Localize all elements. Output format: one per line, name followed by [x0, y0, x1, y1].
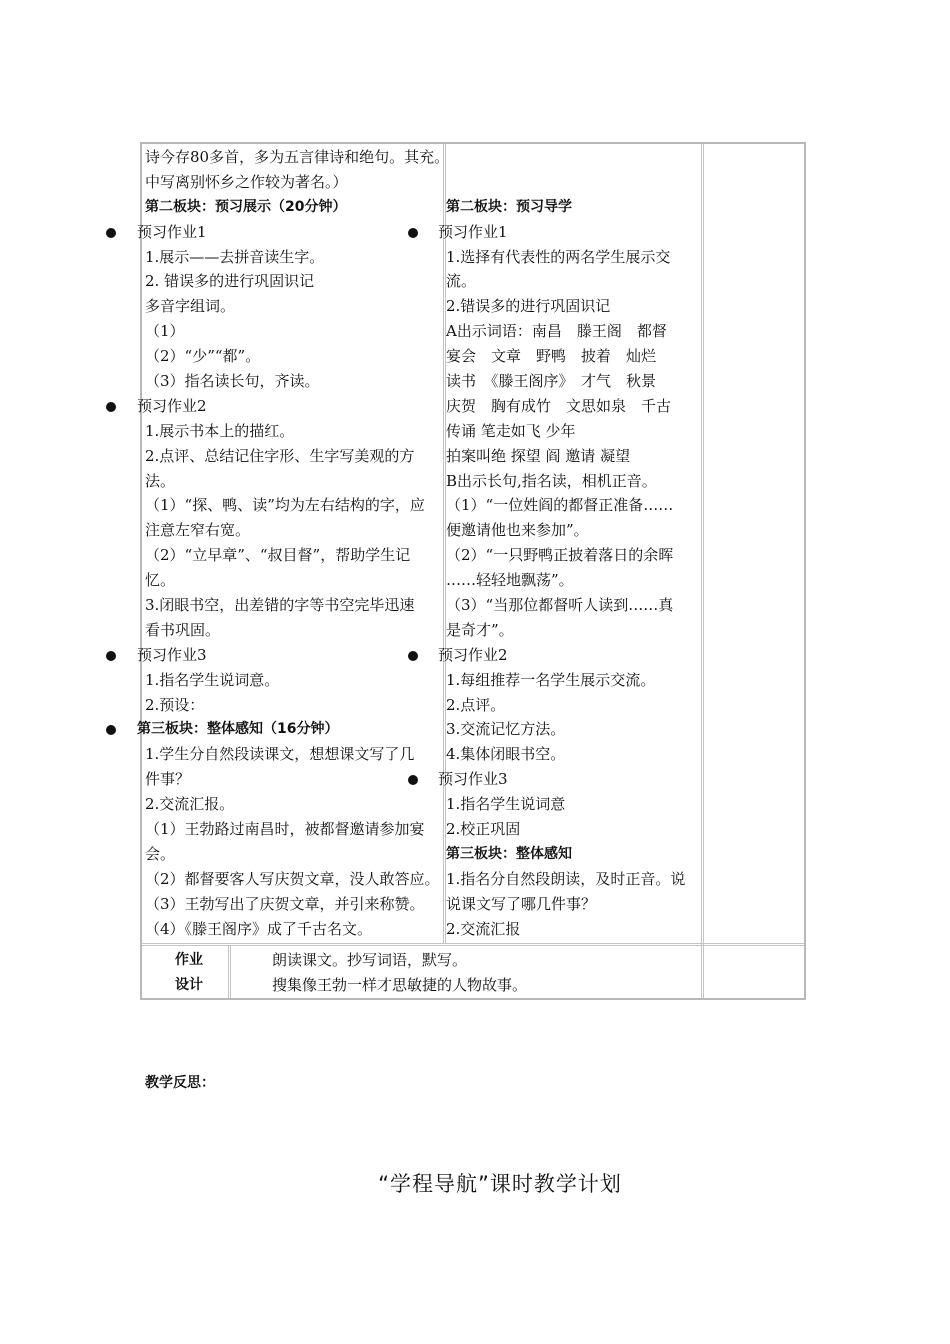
text-line: （2）都督要客人写庆贺文章，没人敢答应。 [145, 869, 440, 888]
text-line: 3.交流记忆方法。 [446, 720, 566, 739]
homework-label [160, 948, 218, 998]
text-line: 1.学生分自然段读课文，想想课文写了几 [145, 745, 415, 764]
text-line: 读书 《滕王阁序》 才气 秋景 [446, 372, 657, 391]
text-line: 3.闭眼书空，出差错的字等书空完毕迅速 [145, 596, 415, 615]
table-divider [228, 946, 231, 998]
text-line: 1.指名学生说词意。 [145, 670, 280, 689]
text-line: （1）“一位姓阎的都督正准备…… [446, 496, 674, 515]
text-line: 预习作业1 [438, 220, 685, 245]
text-line: 庆贺 胸有成竹 文思如泉 千古 [446, 396, 672, 415]
homework-text [272, 948, 527, 998]
text-line: （2）“立早章”、“叔目督”，帮助学生记 [145, 546, 411, 565]
text-line: 拍案叫绝 探望 阎 邀请 凝望 [446, 446, 631, 465]
text-line: ……轻轻地飘荡”。 [446, 571, 574, 590]
teacher-activity-column [137, 145, 450, 942]
text-line: 流。 [446, 272, 477, 291]
text-line: 2.交流汇报。 [145, 795, 235, 814]
text-line: 1.每组推荐一名学生展示交流。 [446, 670, 656, 689]
text-line: 4.集体闭眼书空。 [446, 745, 566, 764]
text-line: 看书巩固。 [145, 620, 221, 639]
bullet-icon [106, 725, 116, 735]
text-line: 预习作业2 [438, 643, 685, 668]
text-line: 中写离别怀乡之作较为著名。） [145, 172, 348, 191]
text-line: （1）王勃路过南昌时，被都督邀请参加宴 [145, 820, 425, 839]
bullet-icon [408, 228, 418, 238]
homework-label-line: 设计 [175, 977, 203, 993]
next-page-title [0, 1168, 950, 1198]
text-line: 预习作业1 [137, 220, 449, 245]
text-line: 预习作业3 [137, 643, 449, 668]
table-divider [701, 144, 704, 998]
text-line: 传诵 笔走如飞 少年 [446, 421, 576, 440]
text-line: （1） [145, 322, 185, 341]
text-line: （3）“当那位都督听人读到……真 [446, 596, 674, 615]
text-line: 2. 错误多的进行巩固识记 [145, 272, 315, 291]
text-line: 注意左窄右宽。 [145, 521, 251, 540]
homework-line: 搜集像王勃一样才思敏捷的人物故事。 [272, 976, 528, 994]
text-line: 说课文写了哪几件事？ [446, 894, 597, 913]
text-line: 第三板块：整体感知（16分钟） [137, 717, 449, 742]
next-page-title-text: “学程导航”课时教学计划 [378, 1172, 622, 1196]
text-line: 会。 [145, 844, 176, 863]
text-line: （3）指名读长句，齐读。 [145, 372, 320, 391]
text-line [446, 170, 685, 195]
text-line: 1.指名分自然段朗读，及时正音。说 [446, 869, 686, 888]
text-line: （4）《滕王阁序》成了千古名文。 [145, 919, 373, 938]
text-line: （3）王勃写出了庆贺文章，并引来称赞。 [145, 894, 425, 913]
bullet-icon [106, 651, 116, 661]
text-line: （1）“探、鸭、读”均为左右结构的字，应 [145, 496, 425, 515]
text-line: 2.点评、总结记住字形、生字写美观的方 [145, 446, 415, 465]
text-line: 便邀请他也来参加”。 [446, 521, 589, 540]
text-line: 2.预设： [145, 695, 205, 714]
text-line: 第三板块：整体感知 [446, 845, 572, 862]
text-line: 2.校正巩固 [446, 820, 521, 839]
text-line: 宴会 文章 野鸭 披着 灿烂 [446, 347, 657, 366]
bullet-icon [106, 402, 116, 412]
text-line: 2.错误多的进行巩固识记 [446, 297, 611, 316]
text-line: 忆。 [145, 571, 176, 590]
text-line: 多音字组词。 [145, 297, 236, 316]
text-line: 1.展示书本上的描红。 [145, 421, 295, 440]
table-divider [142, 943, 804, 946]
text-line [446, 145, 685, 170]
text-line: （2）“一只野鸭正披着落日的余晖 [446, 546, 674, 565]
text-line: 法。 [145, 471, 176, 490]
reflection-label: 教学反思： [145, 1075, 215, 1091]
text-line: 诗今存80多首，多为五言律诗和绝句。其充。 [145, 148, 450, 166]
text-line: 第二板块：预习导学 [446, 198, 572, 215]
text-line: B出示长句,指名读，相机正音。 [446, 471, 657, 490]
student-activity-column [438, 145, 686, 942]
text-line: 第二板块：预习展示（20分钟） [145, 198, 347, 215]
text-line: 预习作业3 [438, 767, 685, 792]
bullet-icon [106, 228, 116, 238]
text-line: 2.交流汇报 [446, 919, 521, 938]
text-line: 预习作业2 [137, 394, 449, 419]
text-line: 1.指名学生说词意 [446, 795, 566, 814]
text-line: A出示词语：南昌 滕王阁 都督 [446, 322, 667, 341]
text-line: 是奇才”。 [446, 620, 514, 639]
bullet-icon [408, 651, 418, 661]
homework-label-line: 作业 [175, 952, 203, 968]
text-line: 件事？ [145, 770, 191, 789]
text-line: 2.点评。 [446, 695, 506, 714]
text-line: 1.选择有代表性的两名学生展示交 [446, 247, 671, 266]
text-line: 1.展示——去拼音读生字。 [145, 247, 325, 266]
homework-line: 朗读课文。抄写词语，默写。 [272, 951, 468, 969]
text-line: （2）“少”“都”。 [145, 347, 261, 366]
